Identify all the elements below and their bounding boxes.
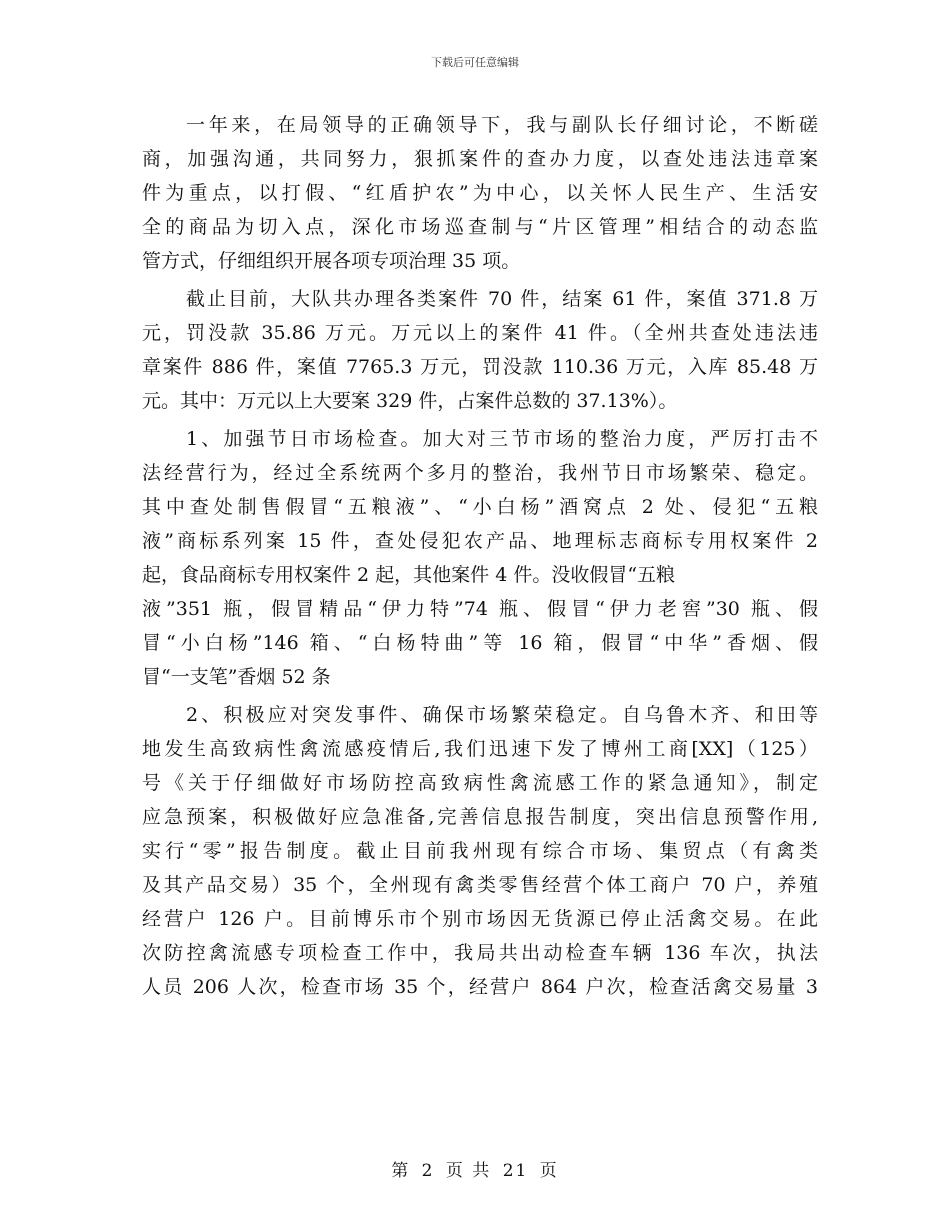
paragraph-3 bbox=[142, 422, 818, 694]
current-page-number: 2 bbox=[421, 1161, 435, 1181]
text-line: 全的商品为切入点，深化市场巡查制与“片区管理”相结合的动态监 bbox=[142, 216, 818, 238]
footer-suffix: 页 bbox=[539, 1161, 559, 1181]
text-line: 经营户 126 户。目前博乐市个别市场因无货源已停止活禽交易。在此 bbox=[142, 908, 818, 930]
total-page-count: 21 bbox=[502, 1161, 529, 1181]
text-line: 地发生高致病性禽流感疫情后,我们迅速下发了博州工商[XX]（125） bbox=[142, 738, 818, 760]
text-line: 应急预案，积极做好应急准备,完善信息报告制度，突出信息预警作用, bbox=[142, 806, 818, 828]
text-line: 元。其中：万元以上大要案 329 件，占案件总数的 37.13%）。 bbox=[142, 390, 678, 412]
text-line: 冒“小白杨”146 箱、“白杨特曲”等 16 箱，假冒“中华”香烟、假 bbox=[142, 632, 818, 654]
text-line: 2、积极应对突发事件、确保市场繁荣稳定。自乌鲁木齐、和田等 bbox=[186, 704, 818, 726]
page-header: 下载后可任意编辑 bbox=[431, 56, 519, 69]
page-footer bbox=[0, 1156, 950, 1181]
paragraph-1 bbox=[142, 108, 818, 278]
text-line: 一年来，在局领导的正确领导下，我与副队长仔细讨论，不断磋 bbox=[186, 114, 818, 136]
text-line: 管方式，仔细组织开展各项专项治理 35 项。 bbox=[142, 250, 521, 272]
footer-middle: 页 共 bbox=[445, 1161, 492, 1181]
text-line: 冒“一支笔”香烟 52 条 bbox=[142, 666, 331, 688]
text-line: 1、加强节日市场检查。加大对三节市场的整治力度，严厉打击不 bbox=[186, 428, 818, 450]
text-line: 截止目前，大队共办理各类案件 70 件，结案 61 件，案值 371.8 万 bbox=[186, 288, 818, 310]
text-line: 实行“零”报告制度。截止目前我州现有综合市场、集贸点（有禽类 bbox=[142, 840, 818, 862]
text-line: 法经营行为，经过全系统两个多月的整治，我州节日市场繁荣、稳定。 bbox=[142, 462, 818, 484]
text-line: 液”商标系列案 15 件，查处侵犯农产品、地理标志商标专用权案件 2 bbox=[142, 530, 818, 552]
paragraph-4 bbox=[142, 698, 818, 1004]
text-line: 件为重点，以打假、“红盾护农”为中心，以关怀人民生产、生活安 bbox=[142, 182, 818, 204]
text-line: 其中查处制售假冒“五粮液”、“小白杨”酒窝点 2 处、侵犯“五粮 bbox=[142, 496, 818, 518]
footer-prefix: 第 bbox=[391, 1161, 411, 1181]
document-body bbox=[142, 108, 818, 1008]
paragraph-2 bbox=[142, 282, 818, 418]
text-line: 及其产品交易）35 个，全州现有禽类零售经营个体工商户 70 户，养殖 bbox=[142, 874, 818, 896]
text-line: 次防控禽流感专项检查工作中，我局共出动检查车辆 136 车次，执法 bbox=[142, 942, 818, 964]
text-line: 元，罚没款 35.86 万元。万元以上的案件 41 件。（全州共查处违法违 bbox=[142, 322, 818, 344]
text-line: 液”351 瓶，假冒精品“伊力特”74 瓶、假冒“伊力老窖”30 瓶、假 bbox=[142, 598, 818, 620]
text-line: 商，加强沟通，共同努力，狠抓案件的查办力度，以查处违法违章案 bbox=[142, 148, 818, 170]
text-line: 人员 206 人次，检查市场 35 个，经营户 864 户次，检查活禽交易量 3 bbox=[142, 976, 818, 998]
text-line: 起，食品商标专用权案件 2 起，其他案件 4 件。没收假冒“五粮 bbox=[142, 564, 676, 586]
text-line: 号《关于仔细做好市场防控高致病性禽流感工作的紧急通知》，制定 bbox=[142, 772, 818, 794]
text-line: 章案件 886 件，案值 7765.3 万元，罚没款 110.36 万元，入库 85.48 万 bbox=[142, 356, 818, 378]
